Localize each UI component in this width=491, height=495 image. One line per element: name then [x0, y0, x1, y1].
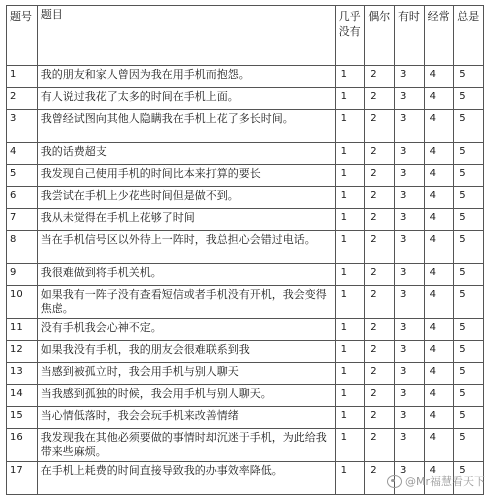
- score-option-1: 1: [335, 209, 365, 231]
- question-text: 有人说过我花了太多的时间在手机上面。: [37, 88, 335, 110]
- score-option-3: 3: [394, 363, 424, 385]
- question-text: 我曾经试图向其他人隐瞒我在手机上花了多长时间。: [37, 110, 335, 143]
- score-option-3: 3: [394, 88, 424, 110]
- score-option-2: 2: [365, 143, 395, 165]
- score-option-5: 5: [454, 110, 484, 143]
- score-option-5: 5: [454, 341, 484, 363]
- question-text: 没有手机我会心神不定。: [37, 319, 335, 341]
- question-number: 13: [7, 363, 38, 385]
- question-text: 我的朋友和家人曾因为我在用手机而抱怨。: [37, 66, 335, 88]
- question-number: 2: [7, 88, 38, 110]
- score-option-2: 2: [365, 462, 395, 495]
- header-option-never: 几乎没有: [335, 6, 365, 66]
- table-row: [7, 319, 484, 341]
- score-option-4: 4: [424, 165, 454, 187]
- question-number: 16: [7, 429, 38, 462]
- table-row: [7, 429, 484, 462]
- question-text: 我发现我在其他必须要做的事情时却沉迷于手机，为此给我带来些麻烦。: [37, 429, 335, 462]
- question-number: 17: [7, 462, 38, 495]
- question-text: 我很难做到将手机关机。: [37, 264, 335, 286]
- score-option-4: 4: [424, 231, 454, 264]
- table-row: [7, 231, 484, 264]
- questionnaire-table-container: [6, 5, 484, 495]
- question-number: 8: [7, 231, 38, 264]
- question-text: 如果我没有手机，我的朋友会很难联系到我: [37, 341, 335, 363]
- score-option-4: 4: [424, 286, 454, 319]
- table-row: [7, 187, 484, 209]
- score-option-3: 3: [394, 286, 424, 319]
- score-option-4: 4: [424, 66, 454, 88]
- score-option-1: 1: [335, 462, 365, 495]
- score-option-3: 3: [394, 165, 424, 187]
- score-option-1: 1: [335, 429, 365, 462]
- table-row: [7, 407, 484, 429]
- score-option-3: 3: [394, 143, 424, 165]
- score-option-2: 2: [365, 341, 395, 363]
- weibo-logo-icon: [387, 475, 402, 488]
- header-option-always: 总是: [454, 6, 484, 66]
- score-option-4: 4: [424, 110, 454, 143]
- score-option-4: 4: [424, 88, 454, 110]
- score-option-1: 1: [335, 264, 365, 286]
- score-option-4: 4: [424, 462, 454, 495]
- score-option-2: 2: [365, 319, 395, 341]
- watermark-text: @Mr福慧看天下: [404, 475, 485, 488]
- score-option-5: 5: [454, 319, 484, 341]
- score-option-5: 5: [454, 264, 484, 286]
- score-option-1: 1: [335, 143, 365, 165]
- score-option-1: 1: [335, 341, 365, 363]
- score-option-2: 2: [365, 66, 395, 88]
- score-option-2: 2: [365, 407, 395, 429]
- score-option-4: 4: [424, 209, 454, 231]
- score-option-5: 5: [454, 363, 484, 385]
- table-row: [7, 341, 484, 363]
- question-number: 1: [7, 66, 38, 88]
- score-option-4: 4: [424, 187, 454, 209]
- table-row: [7, 143, 484, 165]
- score-option-3: 3: [394, 231, 424, 264]
- score-option-3: 3: [394, 385, 424, 407]
- score-option-5: 5: [454, 429, 484, 462]
- header-row: [7, 6, 484, 66]
- question-number: 10: [7, 286, 38, 319]
- score-option-5: 5: [454, 165, 484, 187]
- score-option-3: 3: [394, 187, 424, 209]
- header-number: 题号: [7, 6, 38, 66]
- score-option-2: 2: [365, 187, 395, 209]
- header-option-often: 经常: [424, 6, 454, 66]
- question-text: 我发现自己使用手机的时间比本来打算的要长: [37, 165, 335, 187]
- question-number: 4: [7, 143, 38, 165]
- watermark: [387, 473, 485, 489]
- score-option-2: 2: [365, 110, 395, 143]
- table-row: [7, 209, 484, 231]
- table-row: [7, 110, 484, 143]
- table-row: [7, 363, 484, 385]
- score-option-1: 1: [335, 385, 365, 407]
- score-option-1: 1: [335, 319, 365, 341]
- score-option-1: 1: [335, 110, 365, 143]
- score-option-3: 3: [394, 209, 424, 231]
- score-option-1: 1: [335, 165, 365, 187]
- score-option-3: 3: [394, 429, 424, 462]
- table-row: [7, 286, 484, 319]
- score-option-2: 2: [365, 363, 395, 385]
- score-option-4: 4: [424, 264, 454, 286]
- score-option-5: 5: [454, 187, 484, 209]
- score-option-2: 2: [365, 264, 395, 286]
- score-option-4: 4: [424, 407, 454, 429]
- score-option-1: 1: [335, 231, 365, 264]
- question-number: 9: [7, 264, 38, 286]
- score-option-2: 2: [365, 429, 395, 462]
- score-option-2: 2: [365, 231, 395, 264]
- table-row: [7, 88, 484, 110]
- score-option-4: 4: [424, 319, 454, 341]
- score-option-4: 4: [424, 429, 454, 462]
- question-text: 当在手机信号区以外待上一阵时，我总担心会错过电话。: [37, 231, 335, 264]
- table-row: [7, 66, 484, 88]
- score-option-3: 3: [394, 341, 424, 363]
- score-option-5: 5: [454, 407, 484, 429]
- question-number: 15: [7, 407, 38, 429]
- score-option-1: 1: [335, 363, 365, 385]
- question-text: 当心情低落时，我会会玩手机来改善情绪: [37, 407, 335, 429]
- score-option-5: 5: [454, 385, 484, 407]
- score-option-2: 2: [365, 286, 395, 319]
- score-option-5: 5: [454, 143, 484, 165]
- question-number: 5: [7, 165, 38, 187]
- question-number: 11: [7, 319, 38, 341]
- header-option-rarely: 偶尔: [365, 6, 395, 66]
- score-option-5: 5: [454, 462, 484, 495]
- score-option-2: 2: [365, 209, 395, 231]
- score-option-5: 5: [454, 209, 484, 231]
- question-text: 当我感到孤独的时候，我会用手机与别人聊天。: [37, 385, 335, 407]
- score-option-3: 3: [394, 407, 424, 429]
- score-option-2: 2: [365, 88, 395, 110]
- score-option-1: 1: [335, 286, 365, 319]
- question-number: 14: [7, 385, 38, 407]
- score-option-2: 2: [365, 385, 395, 407]
- score-option-1: 1: [335, 187, 365, 209]
- question-number: 7: [7, 209, 38, 231]
- question-number: 3: [7, 110, 38, 143]
- score-option-1: 1: [335, 66, 365, 88]
- header-question: 题目: [37, 6, 335, 66]
- score-option-1: 1: [335, 407, 365, 429]
- table-row: [7, 165, 484, 187]
- questionnaire-body: [7, 66, 484, 495]
- question-number: 6: [7, 187, 38, 209]
- score-option-3: 3: [394, 66, 424, 88]
- score-option-3: 3: [394, 110, 424, 143]
- score-option-5: 5: [454, 286, 484, 319]
- score-option-2: 2: [365, 165, 395, 187]
- header-option-sometimes: 有时: [394, 6, 424, 66]
- question-text: 在手机上耗费的时间直接导致我的办事效率降低。: [37, 462, 335, 495]
- score-option-4: 4: [424, 363, 454, 385]
- question-text: 我尝试在手机上少花些时间但是做不到。: [37, 187, 335, 209]
- score-option-1: 1: [335, 88, 365, 110]
- score-option-4: 4: [424, 143, 454, 165]
- score-option-5: 5: [454, 88, 484, 110]
- question-text: 我从未觉得在手机上花够了时间: [37, 209, 335, 231]
- questionnaire-table: [6, 5, 484, 495]
- question-text: 如果我有一阵子没有查看短信或者手机没有开机，我会变得焦虑。: [37, 286, 335, 319]
- score-option-5: 5: [454, 66, 484, 88]
- score-option-3: 3: [394, 319, 424, 341]
- score-option-3: 3: [394, 462, 424, 495]
- question-number: 12: [7, 341, 38, 363]
- score-option-4: 4: [424, 385, 454, 407]
- score-option-5: 5: [454, 231, 484, 264]
- score-option-3: 3: [394, 264, 424, 286]
- question-text: 当感到被孤立时，我会用手机与别人聊天: [37, 363, 335, 385]
- table-row: [7, 264, 484, 286]
- score-option-4: 4: [424, 341, 454, 363]
- table-row: [7, 385, 484, 407]
- question-text: 我的话费超支: [37, 143, 335, 165]
